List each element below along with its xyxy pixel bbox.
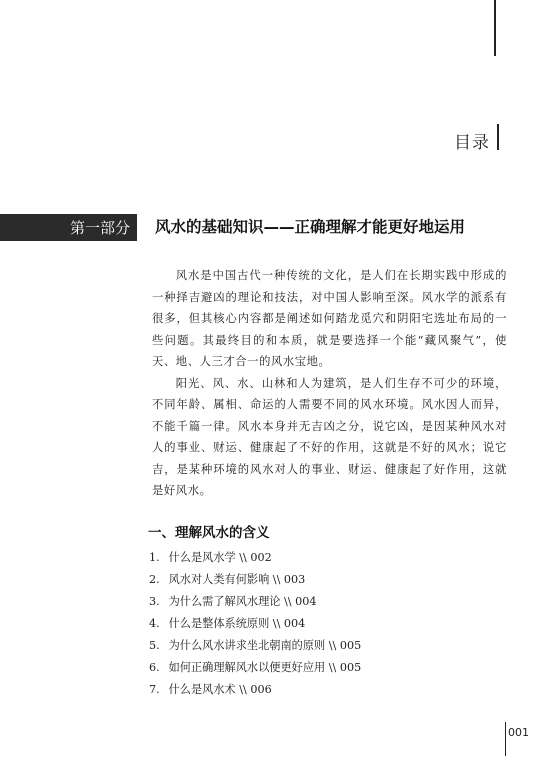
toc-entry-text: 什么是风水学 \\ 002 (168, 551, 272, 564)
toc-entry[interactable] (149, 591, 361, 613)
toc-entry[interactable] (149, 657, 361, 679)
toc-entry-text: 为什么风水讲求坐北朝南的原则 \\ 005 (168, 639, 362, 652)
intro-paragraph: 阳光、风、水、山林和人为建筑，是人们生存不可少的环境，不同年龄、属相、命运的人需要不同的风水环境。风水因人而异，不能千篇一律。风水本身并无吉凶之分，说它凶，是因某种风水对人的事业、财运、健康起了不好的作用，这就是不好的风水；说它吉，是某种环境的风水对人的事业、财运、健康起了好作用，这就是好风水。 (152, 376, 507, 497)
toc-entry-number: 5. (149, 639, 160, 652)
toc-entry-number: 3. (149, 595, 160, 608)
toc-entry-number: 6. (149, 661, 160, 674)
toc-entry-number: 4. (149, 617, 160, 630)
toc-entry-text: 什么是风水术 \\ 006 (168, 683, 272, 696)
toc-entry-text: 什么是整体系统原则 \\ 004 (168, 617, 306, 630)
toc-entry-text: 为什么需了解风水理论 \\ 004 (168, 595, 317, 608)
toc-entry-text: 风水对人类有何影响 \\ 003 (168, 573, 306, 586)
toc-entry-text: 如何正确理解风水以便更好应用 \\ 005 (168, 661, 362, 674)
toc-entry[interactable] (149, 613, 361, 635)
part-title: 风水的基础知识——正确理解才能更好地运用 (155, 218, 466, 236)
toc-title: 目录 (454, 133, 490, 153)
section-heading: 一、理解风水的含义 (148, 525, 270, 541)
part-label-text: 第一部分 (69, 219, 130, 237)
toc-entry-number: 1. (149, 551, 160, 564)
toc-entry-number: 7. (149, 683, 160, 696)
part-label-badge (0, 214, 137, 241)
page-number: 001 (508, 726, 529, 739)
toc-title-rule (497, 124, 499, 150)
intro-text (152, 265, 507, 502)
page-number-rule (505, 722, 506, 756)
top-vertical-rule (494, 0, 496, 56)
toc-entry[interactable] (149, 679, 361, 701)
toc-entry[interactable] (149, 635, 361, 657)
intro-paragraph: 风水是中国古代一种传统的文化，是人们在长期实践中形成的一种择吉避凶的理论和技法，对中国人影响至深。风水学的派系有很多，但其核心内容都是阐述如何踏龙觅穴和阴阳宅选址布局的一些问题。其最终目的和本质，就是要选择一个能“藏风聚气”，使天、地、人三才合一的风水宝地。 (152, 269, 507, 368)
toc-entry[interactable] (149, 569, 361, 591)
toc-entry-number: 2. (149, 573, 160, 586)
toc-entry[interactable] (149, 547, 361, 569)
toc-list (149, 547, 361, 701)
